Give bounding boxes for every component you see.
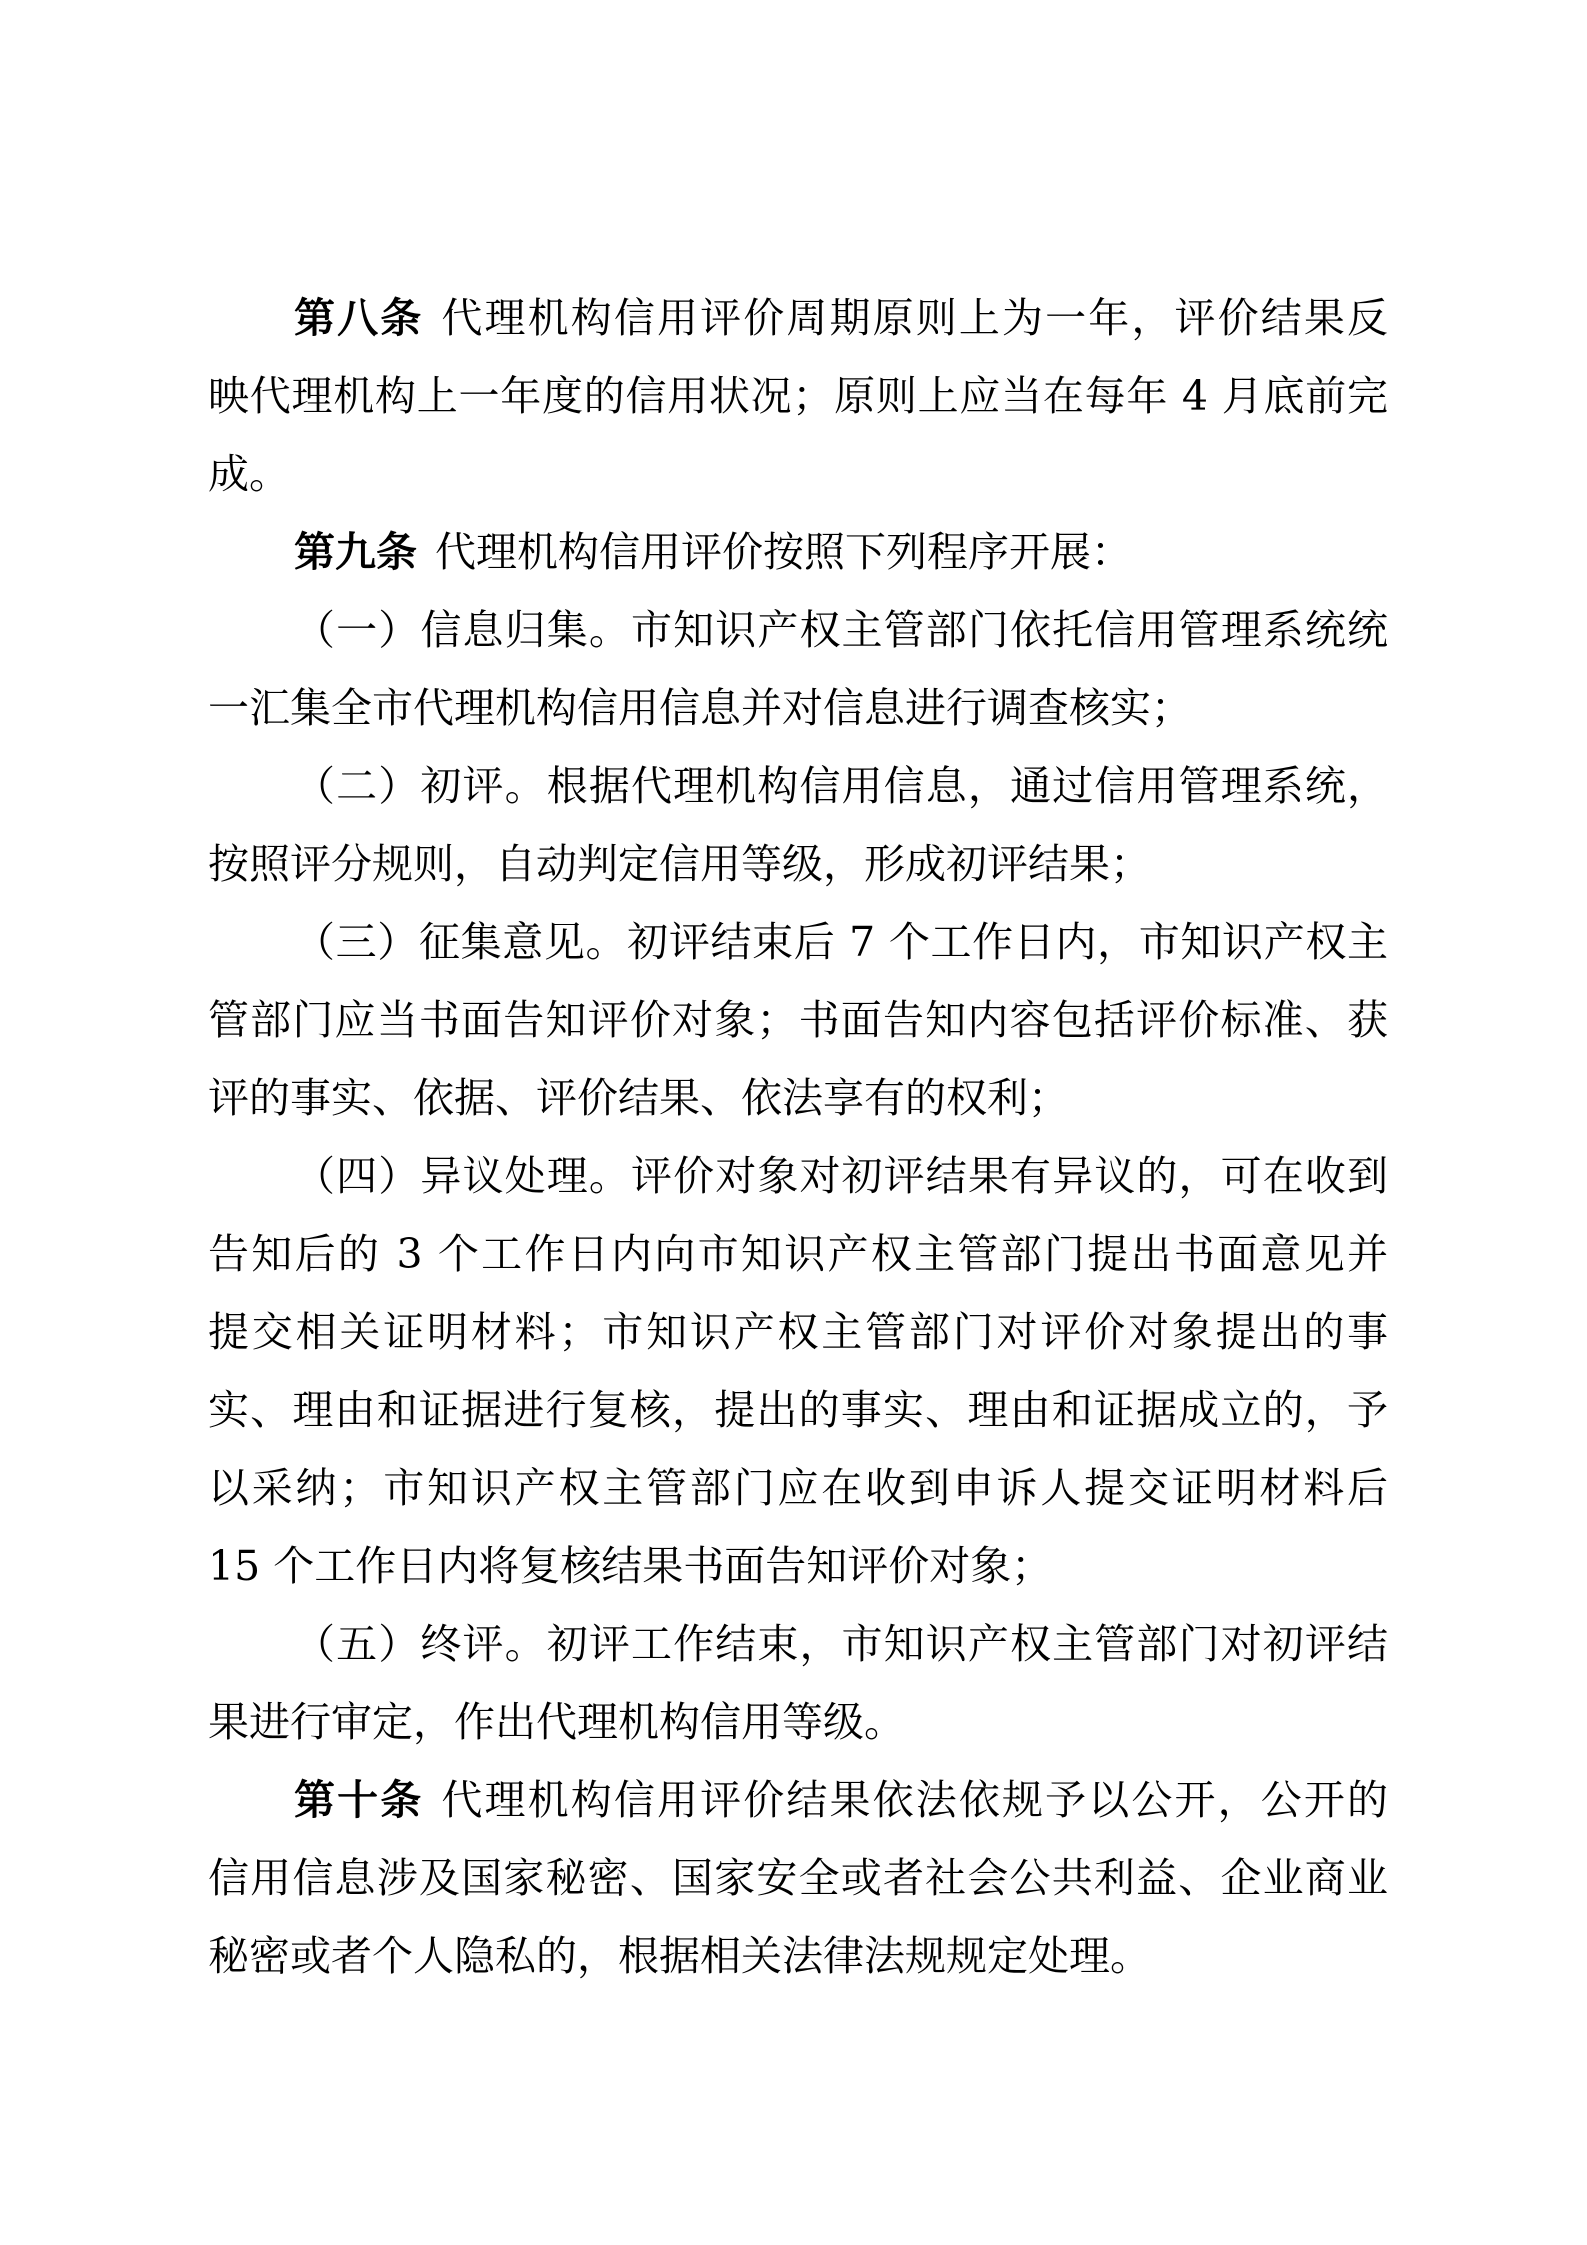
article-10-text: 代理机构信用评价结果依法依规予以公开，公开的 [441, 1776, 1388, 1824]
article-10-heading: 第十条 [294, 1776, 424, 1824]
item-4-line-5: 以采纳；市知识产权主管部门应在收到申诉人提交证明材料后 [208, 1464, 1388, 1512]
article-8-line-2: 映代理机构上一年度的信用状况；原则上应当在每年 4 月底前完 [208, 372, 1388, 420]
item-4-line-3: 提交相关证明材料；市知识产权主管部门对评价对象提出的事 [208, 1308, 1388, 1356]
item-5-line-1: （五）终评。初评工作结束，市知识产权主管部门对初评结 [294, 1620, 1388, 1668]
item-4-line-2: 告知后的 3 个工作日内向市知识产权主管部门提出书面意见并 [208, 1230, 1388, 1278]
article-8-line-3: 成。 [208, 450, 290, 498]
article-8-heading: 第八条 [294, 294, 424, 342]
item-3-line-1: （三）征集意见。初评结束后 7 个工作日内，市知识产权主 [294, 918, 1388, 966]
item-4-line-6: 15 个工作日内将复核结果书面告知评价对象； [208, 1542, 1053, 1590]
article-9-heading: 第九条 [294, 528, 417, 576]
item-5-line-2: 果进行审定，作出代理机构信用等级。 [208, 1698, 905, 1746]
article-9-line-1 [294, 522, 1388, 582]
item-1-line-2: 一汇集全市代理机构信用信息并对信息进行调查核实； [208, 684, 1192, 732]
article-10-line-1 [294, 1770, 1388, 1830]
item-3-line-3: 评的事实、依据、评价结果、依法享有的权利； [208, 1074, 1069, 1122]
item-3-line-2: 管部门应当书面告知评价对象；书面告知内容包括评价标准、获 [208, 996, 1388, 1044]
article-8-line-1 [294, 288, 1388, 348]
article-8-text: 代理机构信用评价周期原则上为一年，评价结果反 [441, 294, 1388, 342]
item-4-line-4: 实、理由和证据进行复核，提出的事实、理由和证据成立的，予 [208, 1386, 1388, 1434]
item-2-line-1: （二）初评。根据代理机构信用信息，通过信用管理系统， [294, 762, 1388, 810]
item-4-line-1: （四）异议处理。评价对象对初评结果有异议的，可在收到 [294, 1152, 1388, 1200]
item-1-line-1: （一）信息归集。市知识产权主管部门依托信用管理系统统 [294, 606, 1388, 654]
article-10-line-3: 秘密或者个人隐私的，根据相关法律法规规定处理。 [208, 1932, 1151, 1980]
item-2-line-2: 按照评分规则，自动判定信用等级，形成初评结果； [208, 840, 1151, 888]
article-10-line-2: 信用信息涉及国家秘密、国家安全或者社会公共利益、企业商业 [208, 1854, 1388, 1902]
article-9-intro: 代理机构信用评价按照下列程序开展： [435, 528, 1132, 576]
